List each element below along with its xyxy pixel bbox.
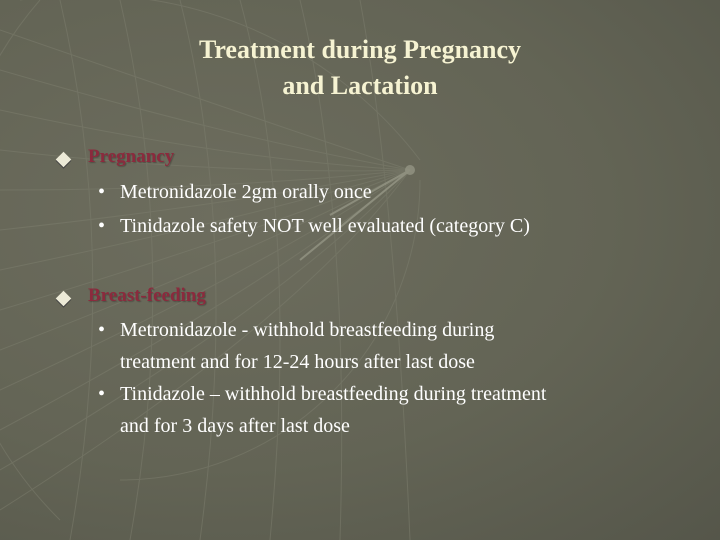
title-line-2: and Lactation	[282, 71, 438, 100]
title-line-1: Treatment during Pregnancy	[198, 35, 522, 64]
bullet-dot-icon: •	[98, 181, 106, 203]
list-item	[98, 314, 494, 378]
list-item-text-line-1: Metronidazole - withhold breastfeeding during	[120, 319, 495, 341]
bullet-dot-icon: •	[98, 215, 106, 237]
list-item	[98, 210, 530, 242]
list-item	[98, 378, 546, 442]
section-heading-pregnancy: Pregnancy	[88, 146, 175, 167]
bullet-dot-icon: •	[98, 383, 106, 405]
list-item	[98, 176, 372, 208]
bullet-dot-icon: •	[98, 319, 106, 341]
list-item-text: Metronidazole 2gm orally once	[120, 181, 372, 203]
slide-title	[0, 32, 720, 104]
list-item-text: Tinidazole safety NOT well evaluated (category C)	[120, 215, 530, 237]
list-item-text-line-2: treatment and for 12-24 hours after last dose	[120, 351, 475, 373]
section-heading-breastfeeding: Breast-feeding	[88, 285, 206, 306]
list-item-text-line-2: and for 3 days after last dose	[120, 415, 350, 437]
list-item-text-line-1: Tinidazole – withhold breastfeeding during treatment	[120, 383, 547, 405]
